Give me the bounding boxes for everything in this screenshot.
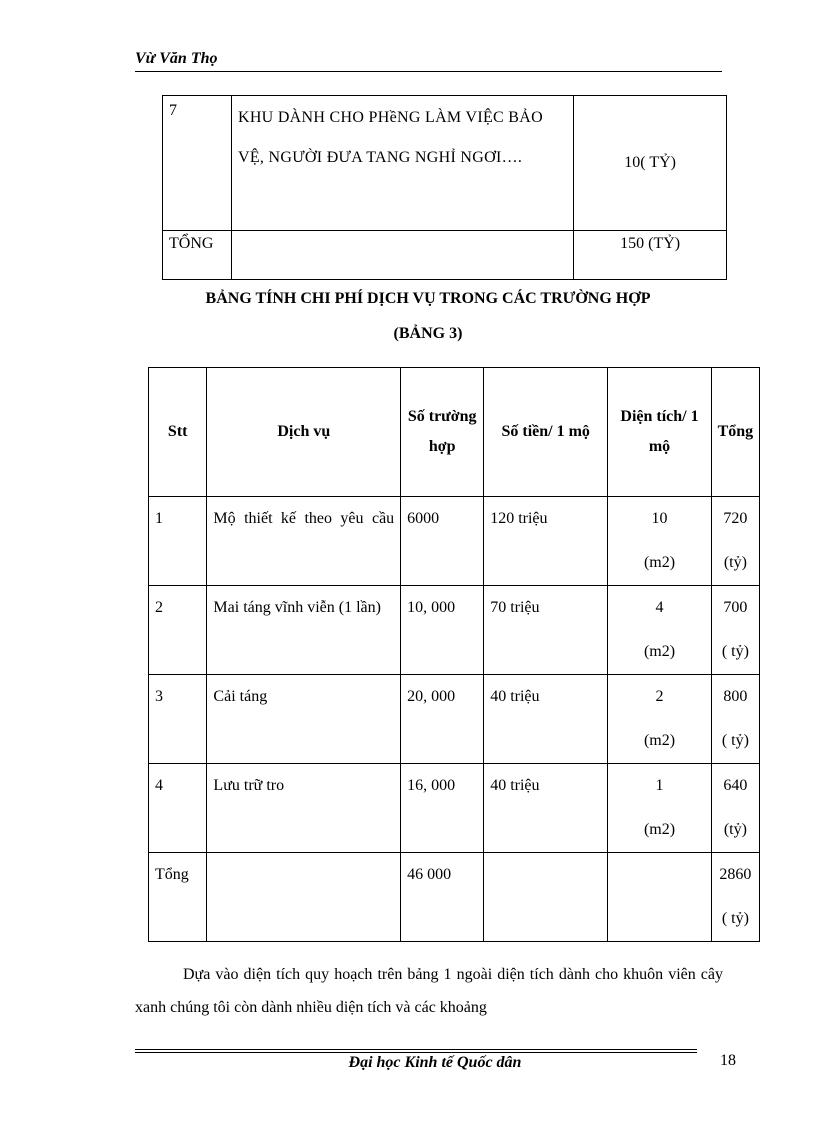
cell-price: 40 triệu (484, 764, 608, 853)
cell-cases: 20, 000 (401, 675, 484, 764)
row-number: 7 (163, 96, 232, 231)
cell-total (711, 586, 759, 675)
cell-total (711, 764, 759, 853)
cell-stt: 3 (149, 675, 207, 764)
area-unit: (m2) (643, 554, 676, 571)
header-author: Vừ Văn Thọ (135, 50, 218, 67)
total-value: 800 (723, 688, 748, 705)
total-unit: ( tỷ) (721, 732, 749, 749)
cell-service: Cải táng (207, 675, 401, 764)
header-area: Diện tích/ 1 mộ (608, 368, 712, 497)
footer-rule (135, 1052, 697, 1053)
table-row (163, 96, 727, 231)
total-unit: ( tỷ) (721, 910, 749, 927)
area-unit: (m2) (643, 732, 676, 749)
header-stt: Stt (149, 368, 207, 497)
area-unit: (m2) (643, 821, 676, 838)
total-unit: (tỷ) (723, 554, 747, 571)
section-title: BẢNG TÍNH CHI PHÍ DỊCH VỤ TRONG CÁC TRƯỜNG HỢP (205, 290, 651, 307)
cell-service: Lưu trữ tro (207, 764, 401, 853)
area-unit: (m2) (643, 643, 676, 660)
table-row-total (149, 853, 760, 942)
body-paragraph (135, 958, 723, 1024)
cell-stt: 1 (149, 497, 207, 586)
page-number: 18 (720, 1052, 736, 1069)
cell-stt: 4 (149, 764, 207, 853)
row-cost: 10( TỶ) (574, 96, 727, 231)
cost-table-continuation (162, 95, 727, 280)
header-rule (135, 71, 722, 72)
cell-price (484, 853, 608, 942)
cell-total (711, 675, 759, 764)
cell-area (608, 586, 712, 675)
total-unit: ( tỷ) (721, 643, 749, 660)
cell-stt: Tổng (149, 853, 207, 942)
cell-service (207, 853, 401, 942)
cell-price: 70 triệu (484, 586, 608, 675)
cell-stt: 2 (149, 586, 207, 675)
row-item (231, 231, 573, 280)
cell-cases: 6000 (401, 497, 484, 586)
cell-service: Mai táng vĩnh viễn (1 lần) (207, 586, 401, 675)
total-value: 640 (723, 777, 748, 794)
cell-service (207, 497, 401, 586)
cell-area (608, 497, 712, 586)
table-row (149, 675, 760, 764)
header-cases: Số trường hợp (401, 368, 484, 497)
table-row (149, 497, 760, 586)
cell-total (711, 853, 759, 942)
row-item: KHU DÀNH CHO PHềNG LÀM VIỆC BẢO VỆ, NGƯỜI ĐƯA TANG NGHỈ NGƠI…. (231, 96, 573, 231)
table-header-row (149, 368, 760, 497)
header-service: Dịch vụ (207, 368, 401, 497)
row-cost: 150 (TỶ) (574, 231, 727, 280)
table-row-total (163, 231, 727, 280)
area-value: 1 (655, 777, 664, 794)
total-value: 700 (723, 599, 748, 616)
area-value: 2 (655, 688, 664, 705)
cell-cases: 10, 000 (401, 586, 484, 675)
section-subtitle: (BẢNG 3) (393, 325, 463, 342)
header-price: Số tiền/ 1 mộ (484, 368, 608, 497)
footer-rule (135, 1049, 697, 1050)
footer-school: Đại học Kinh tế Quốc dân (348, 1054, 522, 1071)
cell-area (608, 853, 712, 942)
cell-area (608, 764, 712, 853)
table-row (149, 586, 760, 675)
cell-cases: 16, 000 (401, 764, 484, 853)
cell-service-text: Mộ thiết kế theo yêu cầu (213, 510, 395, 527)
cell-cases: 46 000 (401, 853, 484, 942)
total-value: 2860 (719, 866, 752, 883)
total-unit: (tỷ) (723, 821, 747, 838)
cell-total (711, 497, 759, 586)
table-row (149, 764, 760, 853)
area-value: 10 (651, 510, 668, 527)
row-number: TỔNG (163, 231, 232, 280)
service-cost-table (148, 367, 760, 942)
area-value: 4 (655, 599, 664, 616)
cell-price: 40 triệu (484, 675, 608, 764)
header-total: Tổng (711, 368, 759, 497)
cell-area (608, 675, 712, 764)
total-value: 720 (723, 510, 748, 527)
cell-price: 120 triệu (484, 497, 608, 586)
paragraph-text: Dựa vào diện tích quy hoạch trên bảng 1 ngoài diện tích dành cho khuôn viên cây xanh chúng tôi còn dành nhiều diện tích và các khoảng (135, 966, 723, 1016)
